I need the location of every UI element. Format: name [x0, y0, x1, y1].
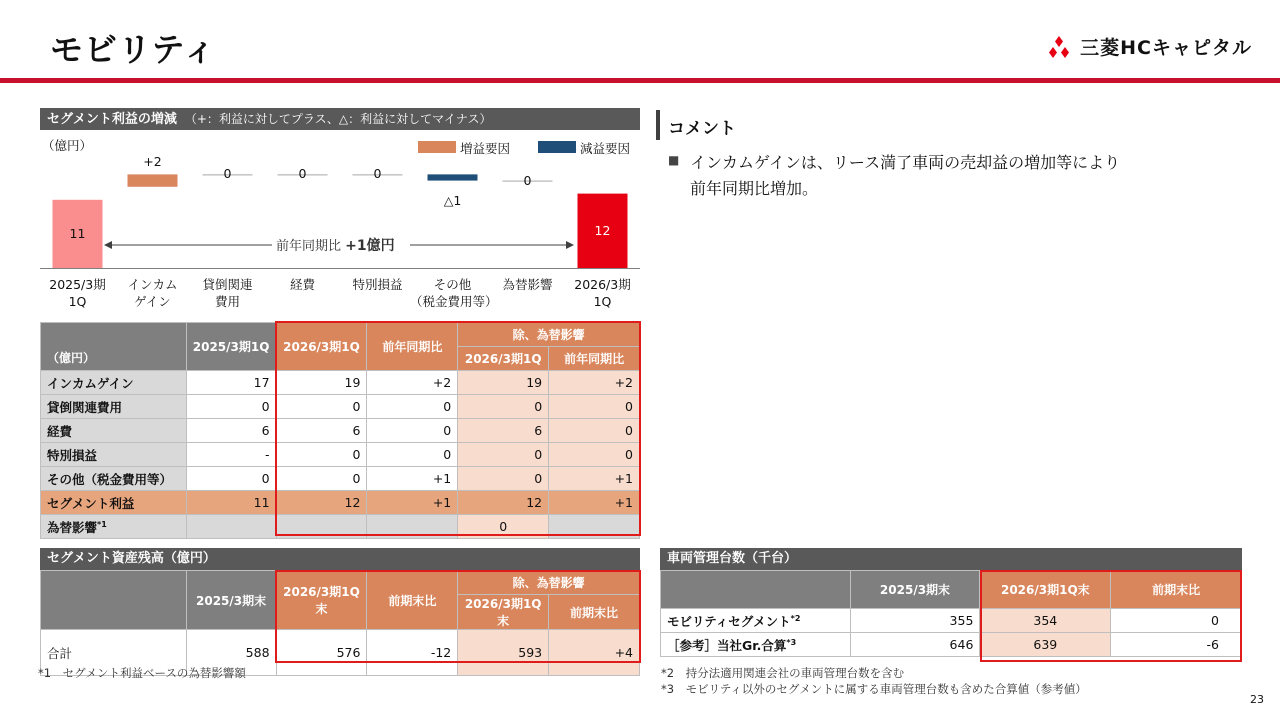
vehicles-cell-fy26: 639: [980, 633, 1111, 657]
cell-fx-fy26: 0: [458, 395, 549, 419]
vehicles-header: 車両管理台数（千台）: [660, 548, 1242, 570]
category-line-1: インカム: [127, 277, 178, 292]
cell-fy26: 0: [276, 467, 367, 491]
row-label: ［参考］当社Gr.合算$^{*3}$: [661, 633, 851, 657]
row-label: セグメント利益: [41, 491, 187, 515]
cell-yoy: +2: [367, 371, 458, 395]
cell-fx-fy26: 0: [458, 443, 549, 467]
category-line-2: ゲイン: [134, 294, 171, 309]
comment-header: コメント: [668, 119, 736, 139]
assets-col-fx-fy26: 2026/3期1Q末: [458, 595, 549, 630]
vehicles-cell-chg: -6: [1111, 633, 1242, 657]
table-row: [41, 419, 640, 443]
waterfall-baseline: [40, 268, 640, 269]
row-label: 経費: [41, 419, 187, 443]
footnote-2: *2 持分法適用関連会社の車両管理台数を含む: [661, 666, 905, 680]
assets-fy25: 588: [186, 630, 276, 676]
waterfall-value-label: 0: [373, 166, 382, 182]
cell-fy25: 17: [186, 371, 276, 395]
cell-fy25: 6: [186, 419, 276, 443]
waterfall-value-label: 0: [523, 172, 532, 188]
table-row: [661, 609, 1242, 633]
category-line-1: 2025/3期: [49, 277, 106, 292]
assets-col-fy26: 2026/3期1Q末: [276, 571, 367, 630]
assets-col-fx-chg: 前期末比: [549, 595, 640, 630]
category-line-2: （税金費用等）: [410, 294, 498, 309]
cell-fx-yoy: 0: [549, 395, 640, 419]
cell-fy25: 0: [186, 395, 276, 419]
assets-col-fx-group: 除、為替影響: [458, 571, 640, 595]
cell-fx-fy26: 0: [458, 515, 549, 539]
category-line-2: 1Q: [593, 294, 612, 309]
cell-fx-fy26: 12: [458, 491, 549, 515]
legend-decrease-label: 減益要因: [580, 141, 631, 156]
waterfall-category-label: [260, 276, 345, 293]
vehicles-col-fy26: 2026/3期1Q末: [980, 571, 1111, 609]
table-row: [41, 467, 640, 491]
vehicles-col-fy25: 2025/3期末: [850, 571, 980, 609]
assets-col-fy25: 2025/3期末: [186, 571, 276, 630]
col-fx-fy26: 2026/3期1Q: [458, 347, 549, 371]
assets-fx-fy26: 593: [458, 630, 549, 676]
row-label: 特別損益: [41, 443, 187, 467]
waterfall-value-label: +2: [143, 154, 162, 170]
waterfall-category-label: [35, 276, 120, 310]
footnote-3: *3 モビリティ以外のセグメントに属する車両管理台数も含めた合算値（参考値）: [661, 682, 1087, 696]
cell-fx-yoy: +1: [549, 467, 640, 491]
assets-fx-chg: +4: [549, 630, 640, 676]
comment-accent-bar: [656, 110, 660, 140]
assets-row-label: 合計: [41, 630, 187, 676]
category-line-1: 貸倒関連: [202, 277, 253, 292]
assets-col-chg: 前期末比: [367, 571, 458, 630]
category-line-1: 経費: [289, 277, 315, 292]
three-diamonds-icon: [1046, 36, 1072, 58]
waterfall-value-label: 0: [223, 166, 232, 182]
page-title: モビリティ: [50, 30, 217, 69]
footnote-marker: *3: [786, 637, 797, 647]
cell-fy26: 19: [276, 371, 367, 395]
row-label: モビリティセグメント$^{*2}$: [661, 609, 851, 633]
vehicles-cell-fy25: 646: [850, 633, 980, 657]
row-label: その他（税金費用等）: [41, 467, 187, 491]
page-number: 23: [1250, 693, 1264, 706]
col-fx-group: 除、為替影響: [458, 323, 640, 347]
waterfall-category-label: [485, 276, 570, 293]
waterfall-category-label: [560, 276, 645, 310]
compare-label-value: +1億円: [345, 238, 395, 254]
category-line-1: 為替影響: [502, 277, 553, 292]
cell-fx-yoy: 0: [549, 419, 640, 443]
category-line-1: その他: [433, 277, 472, 292]
row-label: 貸倒関連費用: [41, 395, 187, 419]
legend-increase-label: 増益要因: [460, 141, 511, 156]
waterfall-value-label: △1: [443, 192, 462, 208]
cell-fy26: 12: [276, 491, 367, 515]
cell-fx-yoy: [549, 515, 640, 539]
table-row: [41, 443, 640, 467]
assets-fy26: 576: [276, 630, 367, 676]
waterfall-value-label: 0: [298, 166, 307, 182]
assets-table: [40, 570, 640, 676]
cell-fy25: [186, 515, 276, 539]
table-row: [661, 633, 1242, 657]
waterfall-category-label: [335, 276, 420, 293]
table-row: [41, 515, 640, 539]
category-line-1: 2026/3期: [574, 277, 631, 292]
comment-line-1: インカムゲインは、リース満了車両の売却益の増加等により: [690, 153, 1121, 172]
cell-yoy: +1: [367, 491, 458, 515]
comment-bullet: ■: [668, 153, 680, 167]
cell-fy26: 0: [276, 443, 367, 467]
company-logo: [1046, 33, 1252, 60]
waterfall-value-label: 12: [594, 222, 611, 238]
row-label: インカムゲイン: [41, 371, 187, 395]
table-row: [41, 371, 640, 395]
table-row: [41, 395, 640, 419]
vehicles-cell-chg: 0: [1111, 609, 1242, 633]
category-line-2: 費用: [214, 294, 240, 309]
category-line-2: 1Q: [68, 294, 87, 309]
cell-fy25: -: [186, 443, 276, 467]
waterfall-header-note: （+：利益に対してプラス、△：利益に対してマイナス）: [184, 112, 492, 126]
waterfall-header-title: セグメント利益の増減: [47, 112, 177, 127]
table-row: [41, 491, 640, 515]
compare-label-text: 前年同期比: [276, 239, 346, 254]
cell-fx-yoy: 0: [549, 443, 640, 467]
cell-fy26: 6: [276, 419, 367, 443]
cell-fx-fy26: 6: [458, 419, 549, 443]
waterfall-category-label: [410, 276, 498, 310]
footnote-marker: *2: [790, 613, 801, 623]
vehicles-col-chg: 前期末比: [1111, 571, 1242, 609]
waterfall-bar: [428, 174, 478, 180]
cell-yoy: 0: [367, 443, 458, 467]
cell-yoy: [367, 515, 458, 539]
profit-table: [40, 322, 640, 539]
waterfall-category-label: [185, 276, 270, 310]
assets-chg: -12: [367, 630, 458, 676]
comment-text: [690, 150, 1120, 202]
cell-yoy: +1: [367, 467, 458, 491]
comment-line-2: 前年同期比増加。: [690, 179, 819, 198]
waterfall-header: [40, 108, 640, 130]
company-name: 三菱HCキャピタル: [1080, 37, 1252, 59]
arrow-head-icon: [566, 241, 574, 249]
cell-fx-yoy: +2: [549, 371, 640, 395]
waterfall-bar: [128, 174, 178, 186]
waterfall-unit: （億円）: [42, 138, 93, 153]
footnote-1: *1 セグメント利益ベースの為替影響額: [38, 666, 246, 680]
cell-fy25: 0: [186, 467, 276, 491]
vehicles-cell-fy25: 355: [850, 609, 980, 633]
vehicles-cell-fy26: 354: [980, 609, 1111, 633]
profit-table-unit: （億円）: [41, 323, 187, 371]
cell-fx-fy26: 0: [458, 467, 549, 491]
row-label: 為替影響$^{*1}$: [41, 515, 187, 539]
col-fy25: 2025/3期1Q: [186, 323, 276, 371]
col-fy26: 2026/3期1Q: [276, 323, 367, 371]
cell-fy25: 11: [186, 491, 276, 515]
cell-fx-fy26: 19: [458, 371, 549, 395]
category-line-1: 特別損益: [352, 277, 403, 292]
cell-yoy: 0: [367, 419, 458, 443]
col-yoy: 前年同期比: [367, 323, 458, 371]
cell-yoy: 0: [367, 395, 458, 419]
cell-fy26: [276, 515, 367, 539]
arrow-head-icon: [104, 241, 112, 249]
vehicles-table: [660, 570, 1242, 657]
assets-header: セグメント資産残高（億円）: [40, 548, 640, 570]
footnote-marker: *1: [97, 519, 107, 529]
compare-label: [276, 235, 395, 255]
header-divider: [0, 78, 1280, 83]
waterfall-value-label: 11: [69, 225, 86, 241]
cell-fx-yoy: +1: [549, 491, 640, 515]
col-fx-yoy: 前年同期比: [549, 347, 640, 371]
waterfall-category-label: [110, 276, 195, 310]
cell-fy26: 0: [276, 395, 367, 419]
